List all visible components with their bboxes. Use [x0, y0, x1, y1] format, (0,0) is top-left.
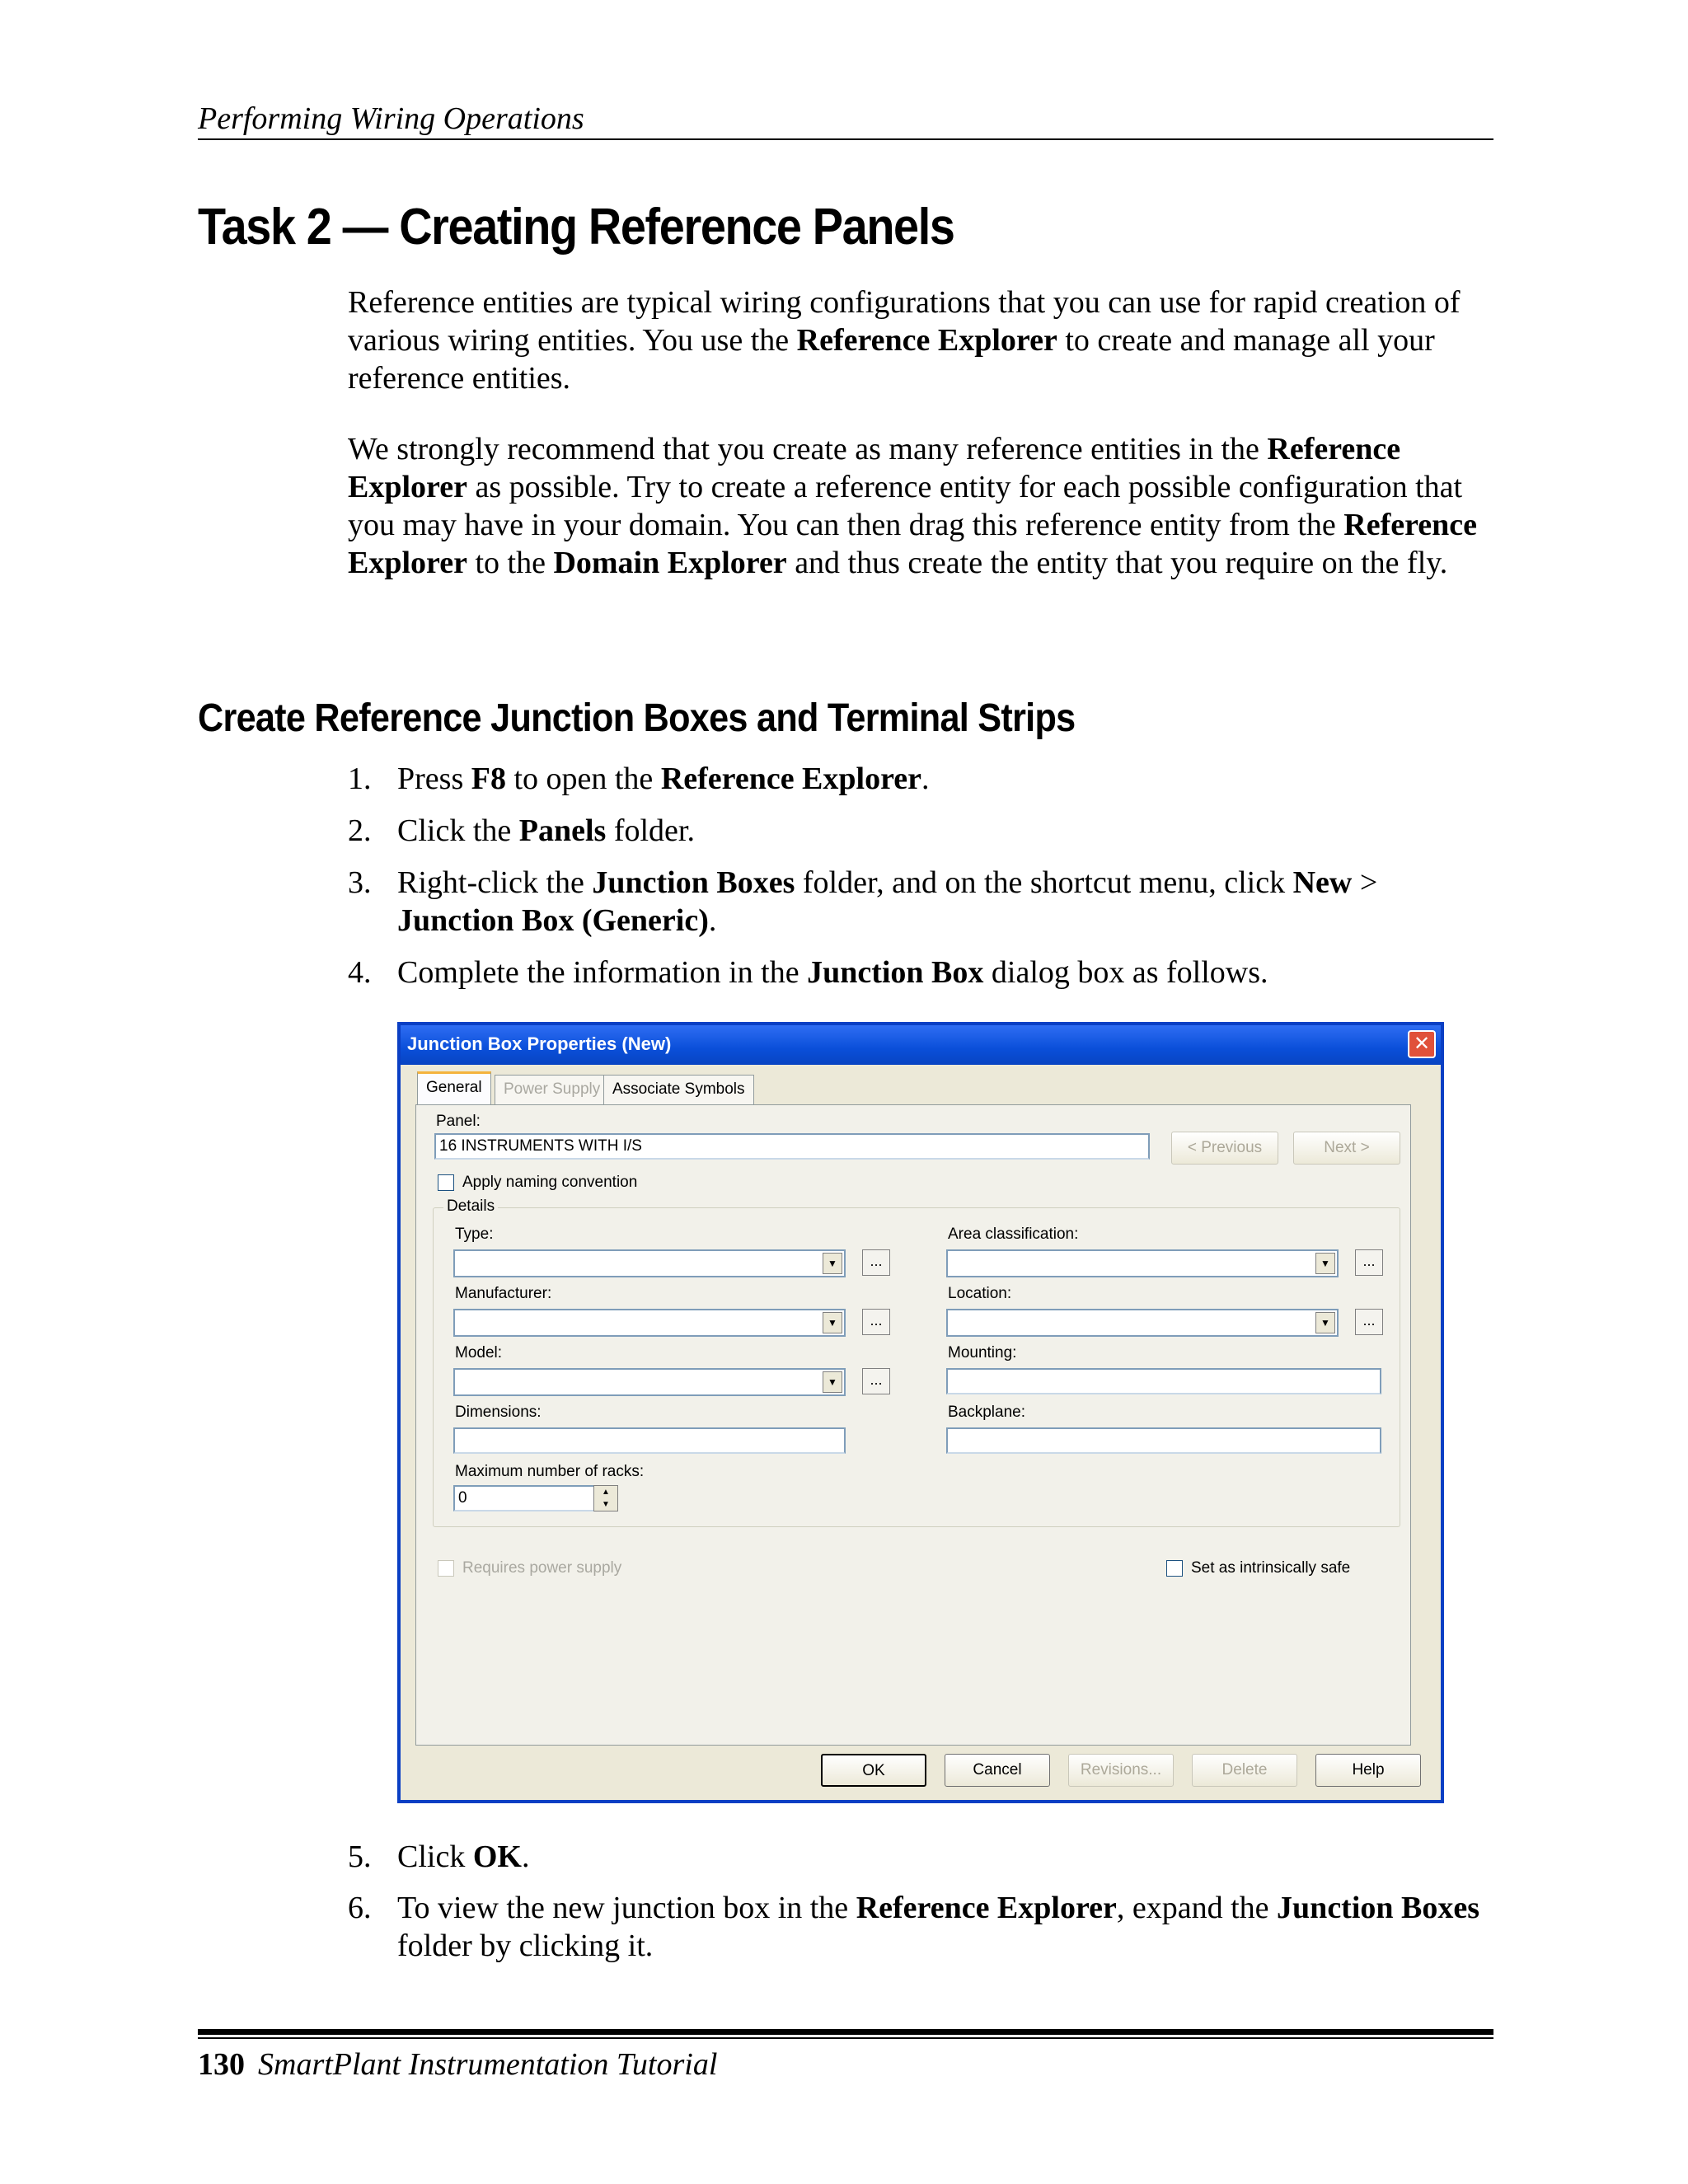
previous-button[interactable]: < Previous	[1171, 1132, 1278, 1165]
type-dropdown[interactable]	[453, 1249, 846, 1277]
location-browse-button[interactable]: ...	[1355, 1309, 1383, 1335]
footer-rule-thin	[198, 2037, 1493, 2039]
ok-button[interactable]: OK	[821, 1754, 926, 1787]
section-heading: Create Reference Junction Boxes and Terminal Strips	[198, 696, 1076, 740]
step-number: 1.	[348, 762, 372, 796]
chevron-down-icon: ▼	[1315, 1312, 1335, 1333]
dialog-titlebar	[401, 1025, 1441, 1065]
book-title: SmartPlant Instrumentation Tutorial	[258, 2047, 718, 2082]
model-dropdown[interactable]	[453, 1368, 846, 1396]
mounting-label: Mounting:	[948, 1344, 1017, 1361]
close-icon[interactable]: ✕	[1408, 1030, 1436, 1058]
step-number: 5.	[348, 1840, 372, 1874]
requires-power-checkbox[interactable]	[438, 1560, 454, 1577]
area-classification-label: Area classification:	[948, 1226, 1079, 1243]
header-rule	[198, 138, 1493, 140]
panel-label: Panel:	[436, 1113, 481, 1130]
intrinsically-safe-label: Set as intrinsically safe	[1191, 1559, 1351, 1577]
type-browse-button[interactable]: ...	[862, 1249, 890, 1276]
revisions-button[interactable]: Revisions...	[1068, 1754, 1174, 1787]
manufacturer-browse-button[interactable]: ...	[862, 1309, 890, 1335]
junction-box-dialog	[397, 1022, 1444, 1803]
step-number: 6.	[348, 1891, 372, 1925]
max-racks-spinner[interactable]	[593, 1485, 618, 1511]
intro-paragraph-2: We strongly recommend that you create as many reference entities in the Reference Explorer as possible. Try to create a reference entity for each possible configuration that you may have in your domain. You can then drag this reference entity from the Reference Explorer to the Domain Explorer and thus create the entity that you require on the fly.	[348, 432, 1478, 580]
intro-paragraph-1: Reference entities are typical wiring configurations that you can use for rapid creation of various wiring entities. You use the Reference Explorer to create and manage all your reference entities.	[348, 285, 1461, 396]
next-button[interactable]: Next >	[1293, 1132, 1400, 1165]
page-footer	[198, 2046, 717, 2083]
chevron-down-icon: ▼	[1315, 1253, 1335, 1274]
chevron-down-icon: ▼	[823, 1371, 842, 1393]
intrinsically-safe-checkbox[interactable]	[1166, 1560, 1183, 1577]
manufacturer-dropdown[interactable]	[453, 1309, 846, 1337]
details-group	[433, 1197, 1400, 1527]
area-classification-dropdown[interactable]	[946, 1249, 1339, 1277]
type-label: Type:	[455, 1226, 494, 1243]
general-tab-page	[415, 1104, 1411, 1746]
panel-field[interactable]: 16 INSTRUMENTS WITH I/S	[434, 1133, 1150, 1160]
spin-down-icon[interactable]: ▼	[602, 1500, 610, 1509]
page-title: Task 2 — Creating Reference Panels	[198, 199, 954, 255]
cancel-button[interactable]: Cancel	[945, 1754, 1050, 1787]
step-text: To view the new junction box in the Reference Explorer, expand the Junction Boxes folder by clicking it.	[397, 1891, 1480, 1963]
requires-power-label: Requires power supply	[462, 1559, 622, 1577]
apply-naming-checkbox[interactable]	[438, 1174, 454, 1191]
step-text: Click the Panels folder.	[397, 813, 695, 848]
step-text: Right-click the Junction Boxes folder, and on the shortcut menu, click New > Junction Box (Generic).	[397, 865, 1378, 938]
model-label: Model:	[455, 1344, 503, 1361]
location-label: Location:	[948, 1285, 1012, 1302]
mounting-field[interactable]	[946, 1368, 1381, 1394]
dimensions-field[interactable]	[453, 1427, 846, 1454]
footer-rule	[198, 2029, 1493, 2035]
location-dropdown[interactable]	[946, 1309, 1339, 1337]
tab-power-supply[interactable]: Power Supply	[495, 1075, 609, 1104]
step-number: 3.	[348, 865, 372, 900]
chevron-down-icon: ▼	[823, 1312, 842, 1333]
tab-general[interactable]: General	[417, 1071, 491, 1106]
step-number: 4.	[348, 955, 372, 990]
max-racks-field[interactable]: 0	[453, 1485, 618, 1511]
model-browse-button[interactable]: ...	[862, 1368, 890, 1394]
spin-up-icon[interactable]: ▲	[602, 1488, 610, 1497]
dialog-body	[401, 1025, 1441, 1800]
step-text: Press F8 to open the Reference Explorer.	[397, 762, 930, 796]
step-text: Complete the information in the Junction Box dialog box as follows.	[397, 955, 1268, 990]
step-text: Click OK.	[397, 1840, 530, 1874]
dialog-title: Junction Box Properties (New)	[407, 1033, 672, 1054]
details-legend: Details	[443, 1197, 498, 1216]
backplane-field[interactable]	[946, 1427, 1381, 1454]
dimensions-label: Dimensions:	[455, 1404, 542, 1421]
tab-associate-symbols[interactable]: Associate Symbols	[603, 1075, 754, 1104]
running-header: Performing Wiring Operations	[198, 101, 584, 136]
area-classification-browse-button[interactable]: ...	[1355, 1249, 1383, 1276]
step-number: 2.	[348, 813, 372, 848]
apply-naming-label: Apply naming convention	[462, 1174, 638, 1191]
chevron-down-icon: ▼	[823, 1253, 842, 1274]
backplane-label: Backplane:	[948, 1404, 1026, 1421]
page-number: 130	[198, 2047, 245, 2082]
delete-button[interactable]: Delete	[1192, 1754, 1297, 1787]
max-racks-label: Maximum number of racks:	[455, 1463, 645, 1480]
manufacturer-label: Manufacturer:	[455, 1285, 552, 1302]
help-button[interactable]: Help	[1315, 1754, 1421, 1787]
